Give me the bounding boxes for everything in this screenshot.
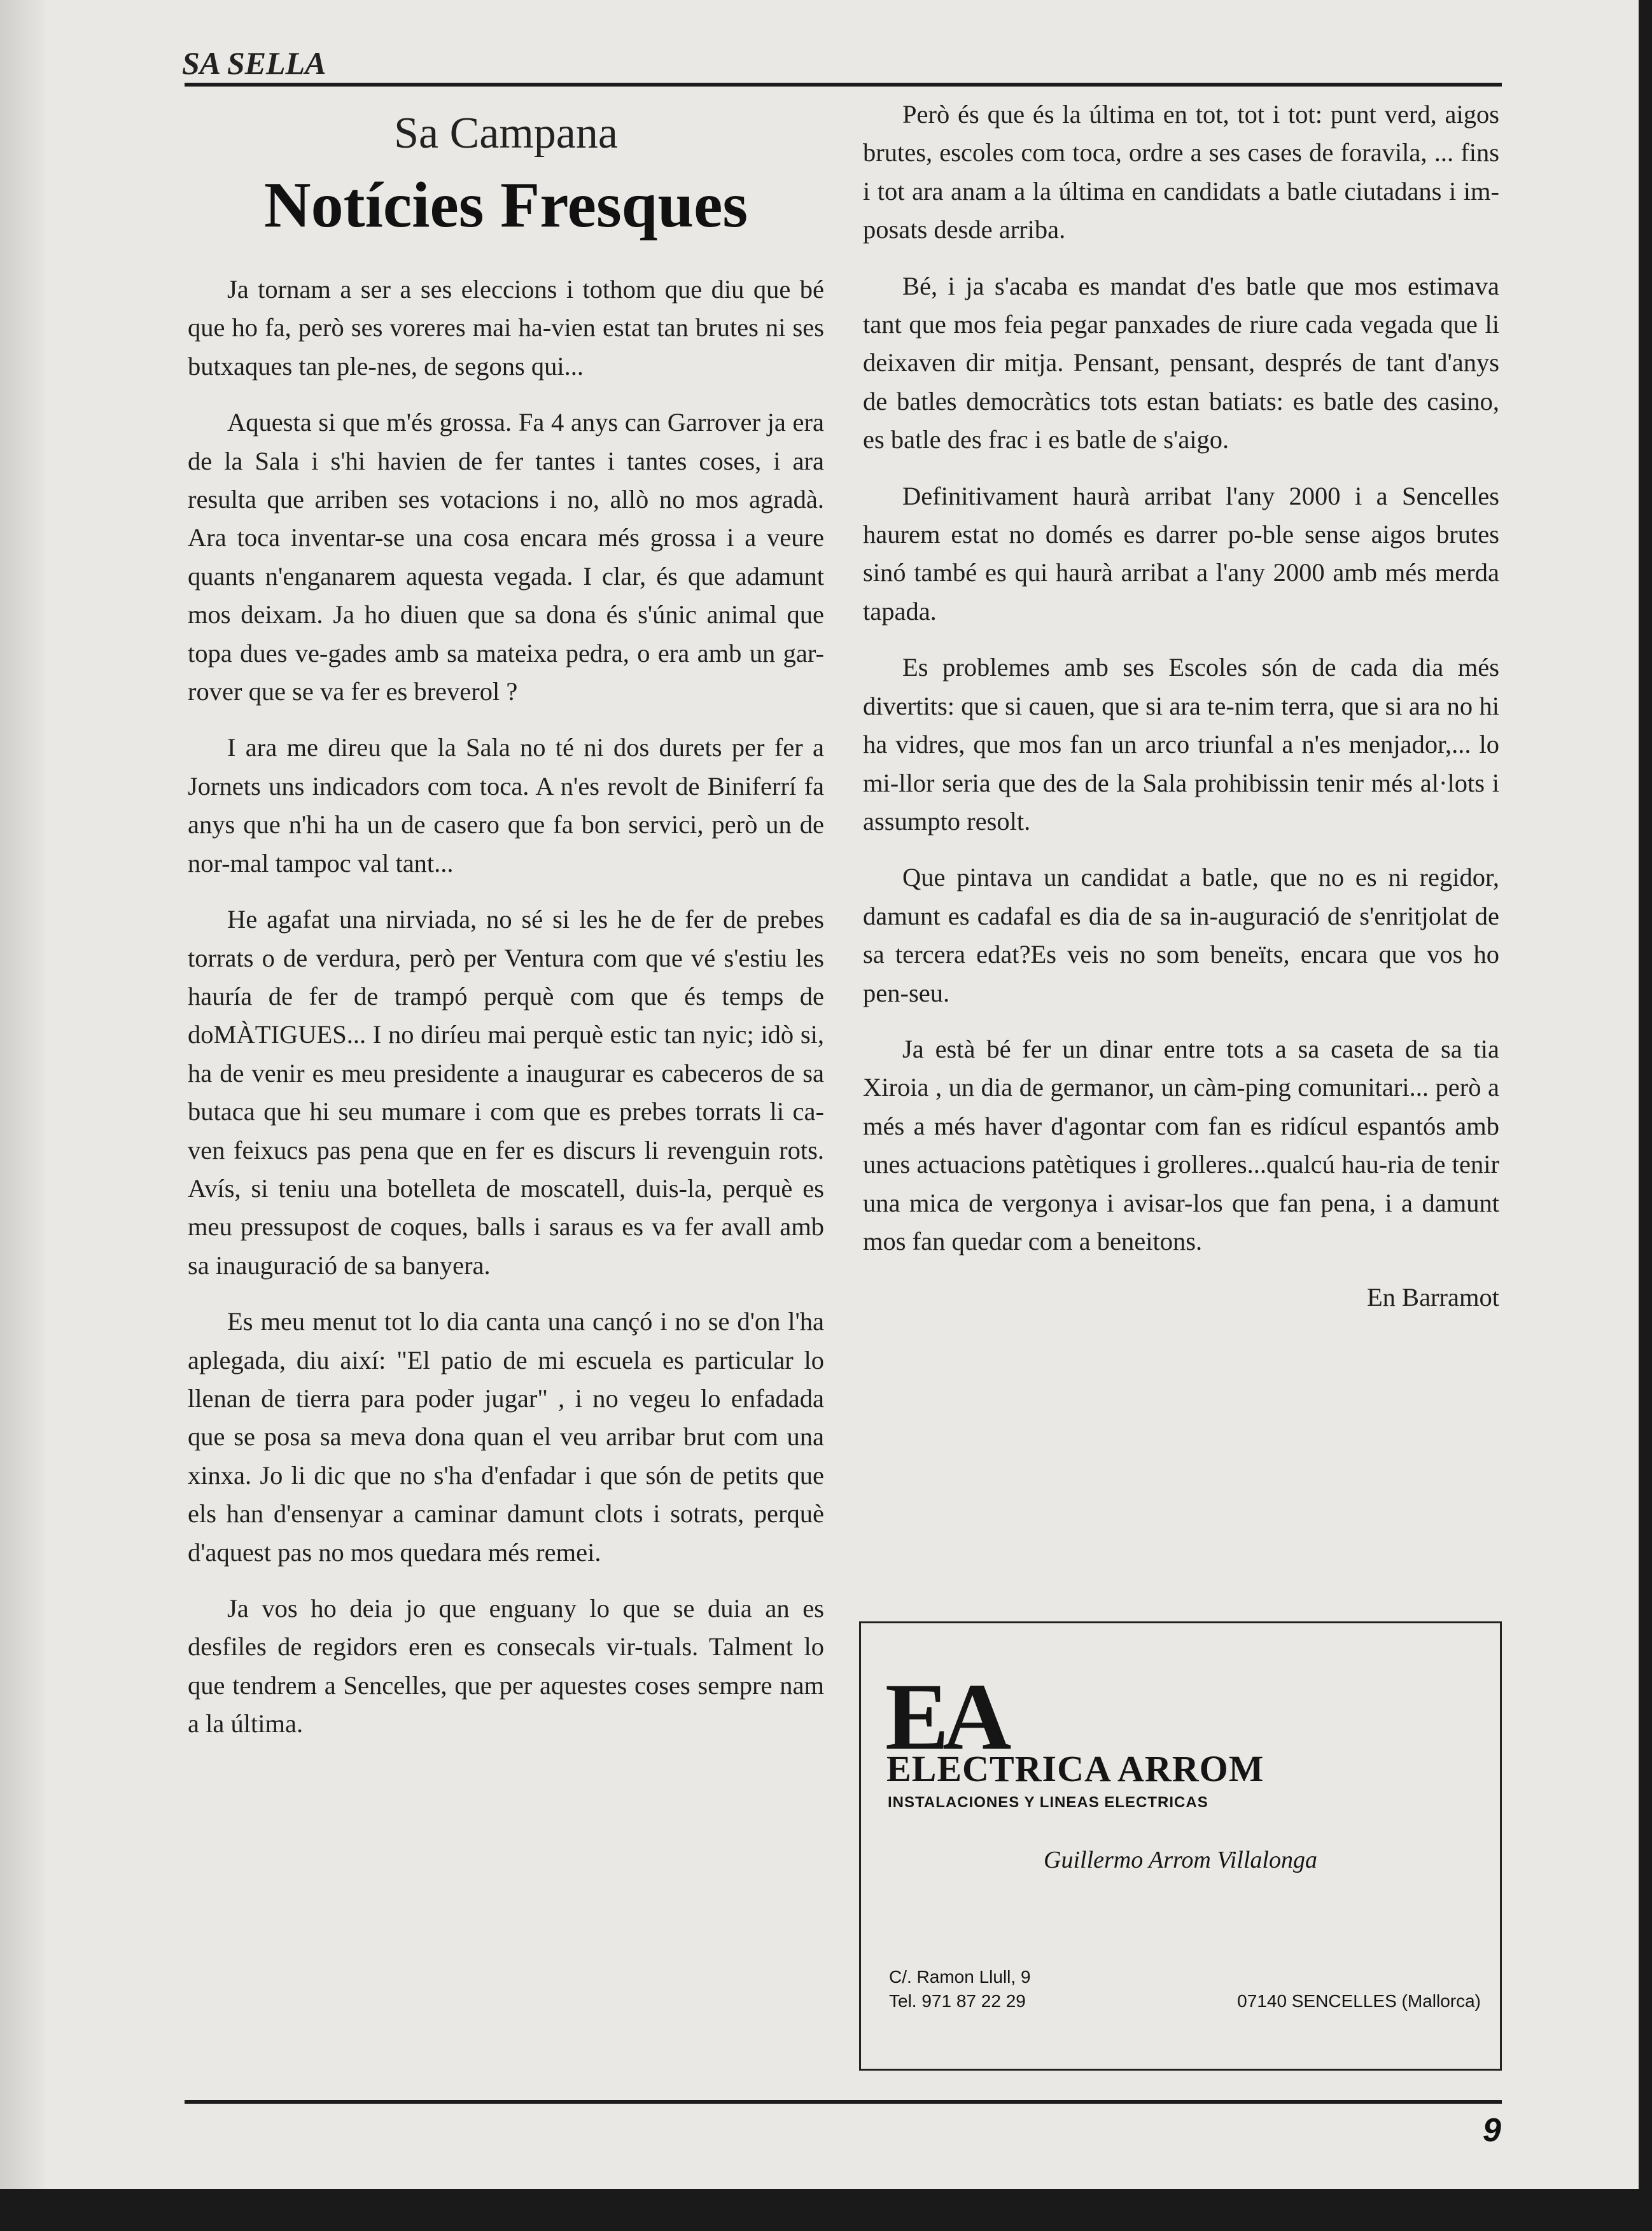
article-column-left (188, 95, 824, 1761)
footer-rule (185, 2100, 1502, 2104)
article-paragraph: Ja vos ho deia jo que enguany lo que se duia an es desfiles de regidors eren es consecals vir-tuals. Talment lo que tendrem a Sencelles, que per aquestes coses sempre nam a la última. (188, 1594, 824, 1738)
magazine-title: SA SELLA (182, 45, 326, 81)
article-paragraph: Que pintava un candidat a batle, que no es ni regidor, damunt es cadafal es dia de sa in-auguració de s'enritjolat de sa tercera edat?Es veis no som beneïts, encara que vos ho pen-seu. (863, 863, 1499, 1007)
article-paragraph: Definitivament haurà arribat l'any 2000 i a Sencelles haurem estat no domés es darrer po-ble sense aigos brutes sinó també es qui haurà arribat a l'any 2000 amb més merda tapada. (863, 481, 1499, 626)
page-number: 9 (1483, 2112, 1501, 2149)
contact-person: Guillermo Arrom Villalonga (1044, 1847, 1317, 1873)
article-paragraph: Aquesta si que m'és grossa. Fa 4 anys can Garrover ja era de la Sala i s'hi havien de fer tantes i tantes coses, i ara resulta que arriben ses votacions i no, allò no mos agradà. Ara toca inventar-se una cosa encara més grossa i a veure quants n'enganarem aquesta vegada. I clar, és que adamunt mos deixam. Ja ho diuen que sa dona és s'únic animal que topa dues ve-gades amb sa mateixa pedra, o era amb un gar-rover que se va fer es breverol ? (188, 408, 824, 706)
company-logo: EA (885, 1664, 1005, 1770)
article-paragraph: Es meu menut tot lo dia canta una cançó i no se d'on l'ha aplegada, diu així: "El patio de mi escuela es particular lo llenan de tierra para poder jugar" , i no vegeu lo enfadada que se posa sa meva dona quan el veu arribar brut com una xinxa. Jo li dic que no s'ha d'enfadar i que són de petits que els han d'ensenyar a caminar damunt clots i sotrats, perquè d'aquest pas no mos quedara més remei. (188, 1307, 824, 1567)
page-binding (0, 0, 45, 2189)
article-paragraph: Ja està bé fer un dinar entre tots a sa caseta de sa tia Xiroia , un dia de germanor, un càm-ping comunitari... però a més a més haver d'agontar com fan es ridícul espantós amb unes actuacions patètiques i grolleres...qualcú hau-ria de tenir una mica de vergonya i avisar-los que fan pena, i a damunt mos fan quedar com a beneitons. (863, 1034, 1499, 1255)
company-city: 07140 SENCELLES (Mallorca) (1237, 1991, 1481, 2011)
article-paragraph: Bé, i ja s'acaba es mandat d'es batle que mos estimava tant que mos feia pegar panxades de riure cada vegada que li deixaven dir mitja. Pensant, pensant, després de tant d'anys de batles democràtics tots estan batiats: es batle des casino, es batle des frac i es batle de s'aigo. (863, 271, 1499, 454)
company-name: ELECTRICA ARROM (886, 1748, 1264, 1789)
header-rule (185, 83, 1502, 87)
article-paragraph: Es problemes amb ses Escoles són de cada dia més divertits: que si cauen, que si ara te-nim terra, que si ara no hi ha vidres, que mos fan un arco triunfal a n'es menjador,... lo mi-llor seria que des de la Sala prohibissin tenir més al·lots i assumpto resolt. (863, 653, 1499, 836)
section-kicker: Sa Campana (394, 109, 618, 158)
article-paragraph: Ja tornam a ser a ses eleccions i tothom que diu que bé que ho fa, però ses voreres mai ha-vien estat tan brutes ni ses butxaques tan ple-nes, de segons qui... (188, 275, 824, 381)
article-paragraph: I ara me direu que la Sala no té ni dos durets per fer a Jornets uns indicadors com toca. A n'es revolt de Biniferrí fa anys que n'hi ha un de casero que fa bon servici, però un de nor-mal tampoc val tant... (188, 733, 824, 878)
author-signature: En Barramot (1366, 1283, 1499, 1312)
article-paragraph: He agafat una nirviada, no sé si les he de fer de prebes torrats o de verdura, però per Ventura com que vé s'estiu les hauría de fer de trampó perquè com que és temps de doMÀTIGUES... I no diríeu mai perquè estic tan nyic; idò si, ha de venir es meu presidente a inaugurar es cabeceros de sa butaca que hi seu mumare i com que es prebes torrats li ca-ven feixucs pas pena que en fer es discurs li revenguin rots. Avís, si teniu una botelleta de moscatell, duis-la, perquè es meu pressupost de coques, balls i saraus es va fer avall amb sa inauguració de sa banyera. (188, 905, 824, 1280)
article-column-right (863, 95, 1499, 1317)
company-tagline: INSTALACIONES Y LINEAS ELECTRICAS (888, 1794, 1208, 1811)
company-phone: Tel. 971 87 22 29 (889, 1991, 1026, 2011)
company-address: C/. Ramon Llull, 9 (889, 1967, 1031, 1987)
article-headline: Notícies Fresques (263, 169, 748, 241)
advertisement-box (859, 1621, 1502, 2071)
article-paragraph: Però és que és la última en tot, tot i tot: punt verd, aigos brutes, escoles com toca, ordre a ses cases de foravila, ... fins i tot ara anam a la última en candidats a batle ciutadans i im-posats desde arriba. (863, 100, 1499, 244)
